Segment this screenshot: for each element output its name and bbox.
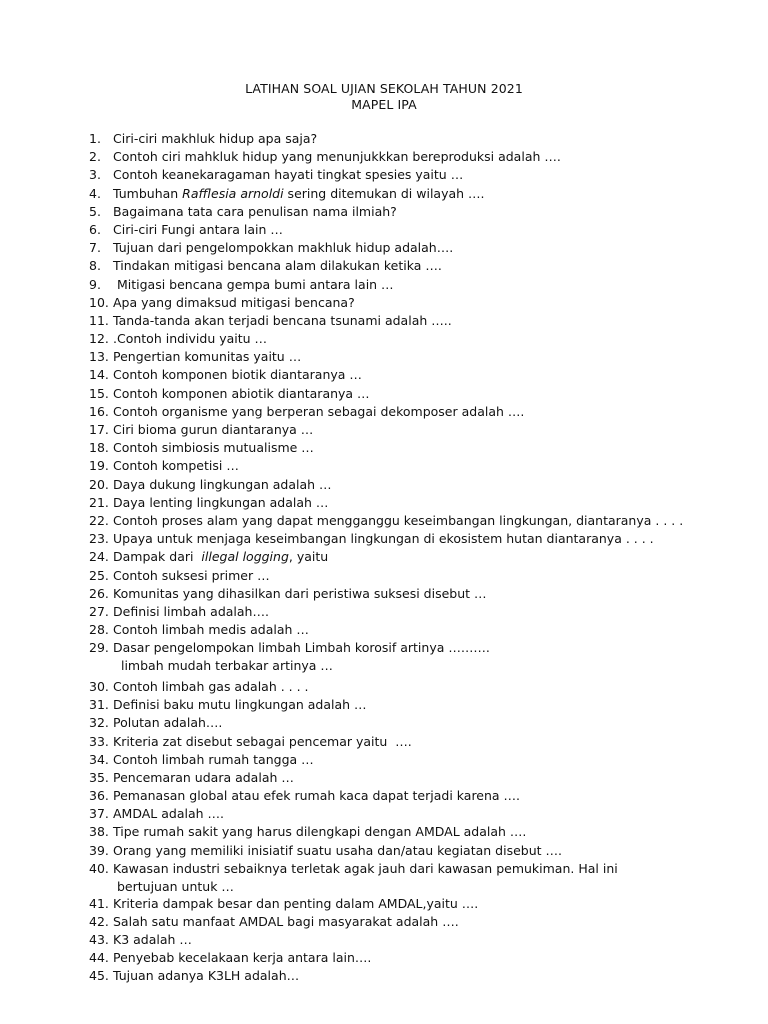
- item-text: [113, 276, 394, 294]
- italic-term: illegal logging: [201, 549, 289, 565]
- item-number: 39.: [89, 842, 109, 858]
- text-segment: Contoh suksesi primer …: [113, 567, 270, 583]
- text-segment: Ciri-ciri makhluk hidup apa saja?: [113, 131, 318, 146]
- list-item: [0, 696, 768, 714]
- item-number: 18.: [89, 440, 109, 456]
- text-segment: Tujuan adanya K3LH adalah…: [113, 968, 300, 984]
- list-item: [0, 421, 768, 439]
- text-segment: Tindakan mitigasi bencana alam dilakukan ketika ….: [113, 258, 442, 274]
- item-number: 31.: [89, 697, 109, 713]
- item-number: 36.: [89, 788, 109, 804]
- list-item: [0, 312, 768, 330]
- text-segment: Tumbuhan: [113, 185, 183, 201]
- item-text: [113, 148, 561, 166]
- item-number: 28.: [89, 622, 109, 638]
- list-item: [0, 639, 768, 657]
- item-number: 40.: [89, 860, 109, 876]
- item-number: 42.: [89, 913, 109, 929]
- list-item: [0, 603, 768, 621]
- text-segment: Orang yang memiliki inisiatif suatu usaha dan/atau kegiatan disebut ….: [113, 842, 562, 858]
- item-text: [113, 330, 267, 348]
- item-text: [113, 931, 192, 949]
- item-text: [113, 239, 453, 257]
- text-segment: , yaitu: [288, 549, 329, 565]
- text-segment: Tujuan dari pengelompokkan makhluk hidup adalah….: [113, 240, 454, 256]
- list-item: [0, 733, 768, 751]
- text-segment: Ciri bioma gurun diantaranya …: [113, 422, 314, 437]
- text-segment: Pemanasan global atau efek rumah kaca dapat terjadi karena ….: [113, 788, 521, 804]
- item-number: 11.: [89, 312, 109, 328]
- item-text: [113, 842, 562, 860]
- item-text: [113, 512, 683, 530]
- list-item: [0, 823, 768, 841]
- item-number: 6.: [89, 221, 101, 237]
- text-segment: Contoh simbiosis mutualisme …: [113, 440, 314, 456]
- item-number: 16.: [89, 403, 109, 419]
- item-number: 45.: [89, 968, 109, 984]
- list-item: [0, 221, 768, 239]
- list-item: [0, 476, 768, 494]
- list-item: [0, 203, 768, 221]
- text-segment: Contoh limbah rumah tangga …: [113, 751, 314, 767]
- text-segment: Definisi baku mutu lingkungan adalah …: [113, 697, 367, 713]
- list-item: [0, 239, 768, 257]
- item-text: [113, 348, 301, 366]
- text-segment: Salah satu manfaat AMDAL bagi masyarakat adalah ….: [113, 913, 459, 929]
- list-item: [0, 330, 768, 348]
- item-number: 32.: [89, 715, 109, 731]
- item-text: [113, 403, 524, 421]
- text-segment: sering ditemukan di wilayah ….: [283, 185, 485, 201]
- text-segment: Contoh limbah gas adalah . . . .: [113, 678, 309, 694]
- list-item: [0, 166, 768, 184]
- list-item: [0, 621, 768, 639]
- text-segment: Contoh proses alam yang dapat mengganggu keseimbangan lingkungan, diantaranya . . . .: [113, 512, 684, 528]
- list-item: [0, 842, 768, 860]
- item-text: [113, 421, 313, 439]
- text-segment: bertujuan untuk …: [117, 879, 234, 894]
- item-number: 13.: [89, 349, 109, 365]
- item-text: [113, 567, 270, 585]
- item-number: 9.: [89, 276, 101, 292]
- list-item: [0, 805, 768, 823]
- list-item: [0, 366, 768, 384]
- item-text: [113, 457, 239, 475]
- item-text: [113, 494, 328, 512]
- text-segment: AMDAL adalah ….: [113, 806, 224, 822]
- item-text: [113, 696, 367, 714]
- text-segment: Penyebab kecelakaan kerja antara lain….: [113, 950, 372, 966]
- list-item: [0, 548, 768, 566]
- document-title: LATIHAN SOAL UJIAN SEKOLAH TAHUN 2021: [245, 81, 523, 96]
- item-number: 26.: [89, 585, 109, 601]
- list-item: [0, 257, 768, 275]
- list-item-continuation: [0, 878, 768, 895]
- item-text: [113, 967, 299, 985]
- item-text: [113, 257, 442, 275]
- item-text: [113, 733, 412, 751]
- item-number: 25.: [89, 567, 109, 583]
- list-item: [0, 494, 768, 512]
- item-number: 14.: [89, 367, 109, 383]
- text-segment: Pencemaran udara adalah …: [113, 769, 294, 785]
- text-segment: Apa yang dimaksud mitigasi bencana?: [113, 294, 355, 310]
- list-item: [0, 860, 768, 878]
- text-segment: limbah mudah terbakar artinya …: [117, 658, 333, 674]
- item-text: [113, 385, 370, 403]
- text-segment: Komunitas yang dihasilkan dari peristiwa suksesi disebut …: [113, 585, 487, 601]
- list-item: [0, 348, 768, 366]
- list-item: [0, 294, 768, 312]
- text-segment: Kriteria zat disebut sebagai pencemar yaitu ….: [113, 733, 412, 749]
- text-segment: Contoh kompetisi …: [113, 458, 239, 474]
- item-text: [113, 621, 309, 639]
- item-text: [113, 860, 618, 878]
- item-text: [113, 787, 520, 805]
- list-item: [0, 678, 768, 696]
- item-number: 23.: [89, 531, 109, 547]
- list-item: [0, 787, 768, 805]
- text-segment: Daya lenting lingkungan adalah …: [113, 494, 329, 510]
- item-text: [113, 166, 463, 184]
- item-text: [113, 805, 224, 823]
- text-segment: K3 adalah …: [113, 931, 192, 947]
- item-text: [117, 657, 333, 675]
- item-text: [113, 312, 452, 330]
- text-segment: .Contoh individu yaitu …: [113, 331, 268, 347]
- list-item: [0, 403, 768, 421]
- item-number: 4.: [89, 185, 101, 201]
- item-text: [113, 823, 526, 841]
- item-text: [113, 585, 487, 603]
- item-number: 38.: [89, 824, 109, 840]
- list-item: [0, 185, 768, 203]
- text-segment: Upaya untuk menjaga keseimbangan lingkungan di ekosistem hutan diantaranya . . . .: [113, 531, 654, 547]
- list-item: [0, 130, 768, 148]
- item-text: [113, 221, 283, 239]
- item-number: 15.: [89, 385, 109, 401]
- item-number: 17.: [89, 422, 109, 437]
- list-item: [0, 931, 768, 949]
- item-text: [113, 913, 459, 931]
- text-segment: Contoh keanekaragaman hayati tingkat spesies yaitu …: [113, 167, 464, 183]
- list-item: [0, 385, 768, 403]
- italic-term: Rafflesia arnoldi: [182, 185, 284, 201]
- item-text: [113, 130, 317, 148]
- item-text: [113, 639, 490, 657]
- item-number: 43.: [89, 931, 109, 947]
- text-segment: Daya dukung lingkungan adalah …: [113, 476, 332, 492]
- item-text: [113, 548, 328, 566]
- item-number: 33.: [89, 733, 109, 749]
- text-segment: Ciri-ciri Fungi antara lain …: [113, 221, 283, 237]
- list-item: [0, 949, 768, 967]
- text-segment: Contoh ciri mahkluk hidup yang menunjukkkan bereproduksi adalah ….: [113, 149, 561, 165]
- item-text: [113, 476, 332, 494]
- list-item: [0, 457, 768, 475]
- item-text: [113, 439, 314, 457]
- item-number: 24.: [89, 549, 109, 565]
- item-text: [113, 294, 355, 312]
- item-number: 7.: [89, 240, 101, 256]
- text-segment: Kriteria dampak besar dan penting dalam AMDAL,yaitu ….: [113, 895, 479, 911]
- item-number: 1.: [89, 131, 101, 146]
- list-item: [0, 913, 768, 931]
- text-segment: Tipe rumah sakit yang harus dilengkapi dengan AMDAL adalah ….: [113, 824, 527, 840]
- item-number: 19.: [89, 458, 109, 474]
- item-text: [113, 530, 654, 548]
- item-number: 12.: [89, 331, 109, 347]
- document-subtitle: MAPEL IPA: [351, 97, 417, 112]
- list-item: [0, 148, 768, 166]
- list-item: [0, 714, 768, 732]
- text-segment: Contoh limbah medis adalah …: [113, 622, 309, 638]
- list-item: [0, 276, 768, 294]
- item-number: 29.: [89, 640, 109, 656]
- list-item: [0, 567, 768, 585]
- text-segment: Definisi limbah adalah….: [113, 603, 269, 619]
- item-text: [113, 949, 371, 967]
- item-number: 10.: [89, 294, 109, 310]
- item-number: 21.: [89, 494, 109, 510]
- item-text: [113, 895, 478, 913]
- item-text: [113, 203, 397, 221]
- item-text: [117, 878, 234, 896]
- item-number: 27.: [89, 603, 109, 619]
- item-number: 44.: [89, 950, 109, 966]
- item-number: 8.: [89, 258, 101, 274]
- item-number: 37.: [89, 806, 109, 822]
- list-item: [0, 530, 768, 548]
- list-item: [0, 439, 768, 457]
- item-text: [113, 769, 294, 787]
- list-item: [0, 967, 768, 985]
- item-text: [113, 751, 314, 769]
- item-number: 35.: [89, 769, 109, 785]
- item-number: 30.: [89, 678, 109, 694]
- item-number: 5.: [89, 203, 101, 219]
- item-text: [113, 603, 269, 621]
- text-segment: Bagaimana tata cara penulisan nama ilmiah?: [113, 203, 397, 219]
- question-list: [0, 130, 768, 985]
- text-segment: Kawasan industri sebaiknya terletak agak jauh dari kawasan pemukiman. Hal ini: [113, 860, 618, 876]
- text-segment: Contoh komponen biotik diantaranya …: [113, 367, 362, 383]
- list-item: [0, 585, 768, 603]
- text-segment: Tanda-tanda akan terjadi bencana tsunami adalah …..: [113, 312, 452, 328]
- text-segment: Mitigasi bencana gempa bumi antara lain …: [113, 276, 394, 292]
- list-item: [0, 751, 768, 769]
- item-number: 22.: [89, 512, 109, 528]
- list-item-continuation: [0, 657, 768, 674]
- list-item: [0, 512, 768, 530]
- item-text: [113, 366, 362, 384]
- item-number: 41.: [89, 895, 109, 911]
- text-segment: Polutan adalah….: [113, 715, 223, 731]
- text-segment: Pengertian komunitas yaitu …: [113, 349, 302, 365]
- text-segment: Dasar pengelompokan limbah Limbah korosif artinya ……….: [113, 640, 490, 656]
- list-item: [0, 895, 768, 913]
- text-segment: Contoh komponen abiotik diantaranya …: [113, 385, 370, 401]
- item-text: [113, 678, 309, 696]
- item-number: 34.: [89, 751, 109, 767]
- item-text: [113, 714, 222, 732]
- list-item: [0, 769, 768, 787]
- text-segment: Contoh organisme yang berperan sebagai dekomposer adalah ….: [113, 403, 525, 419]
- text-segment: Dampak dari: [113, 549, 202, 565]
- item-number: 3.: [89, 167, 101, 183]
- item-number: 20.: [89, 476, 109, 492]
- item-text: [113, 185, 485, 203]
- item-number: 2.: [89, 149, 101, 165]
